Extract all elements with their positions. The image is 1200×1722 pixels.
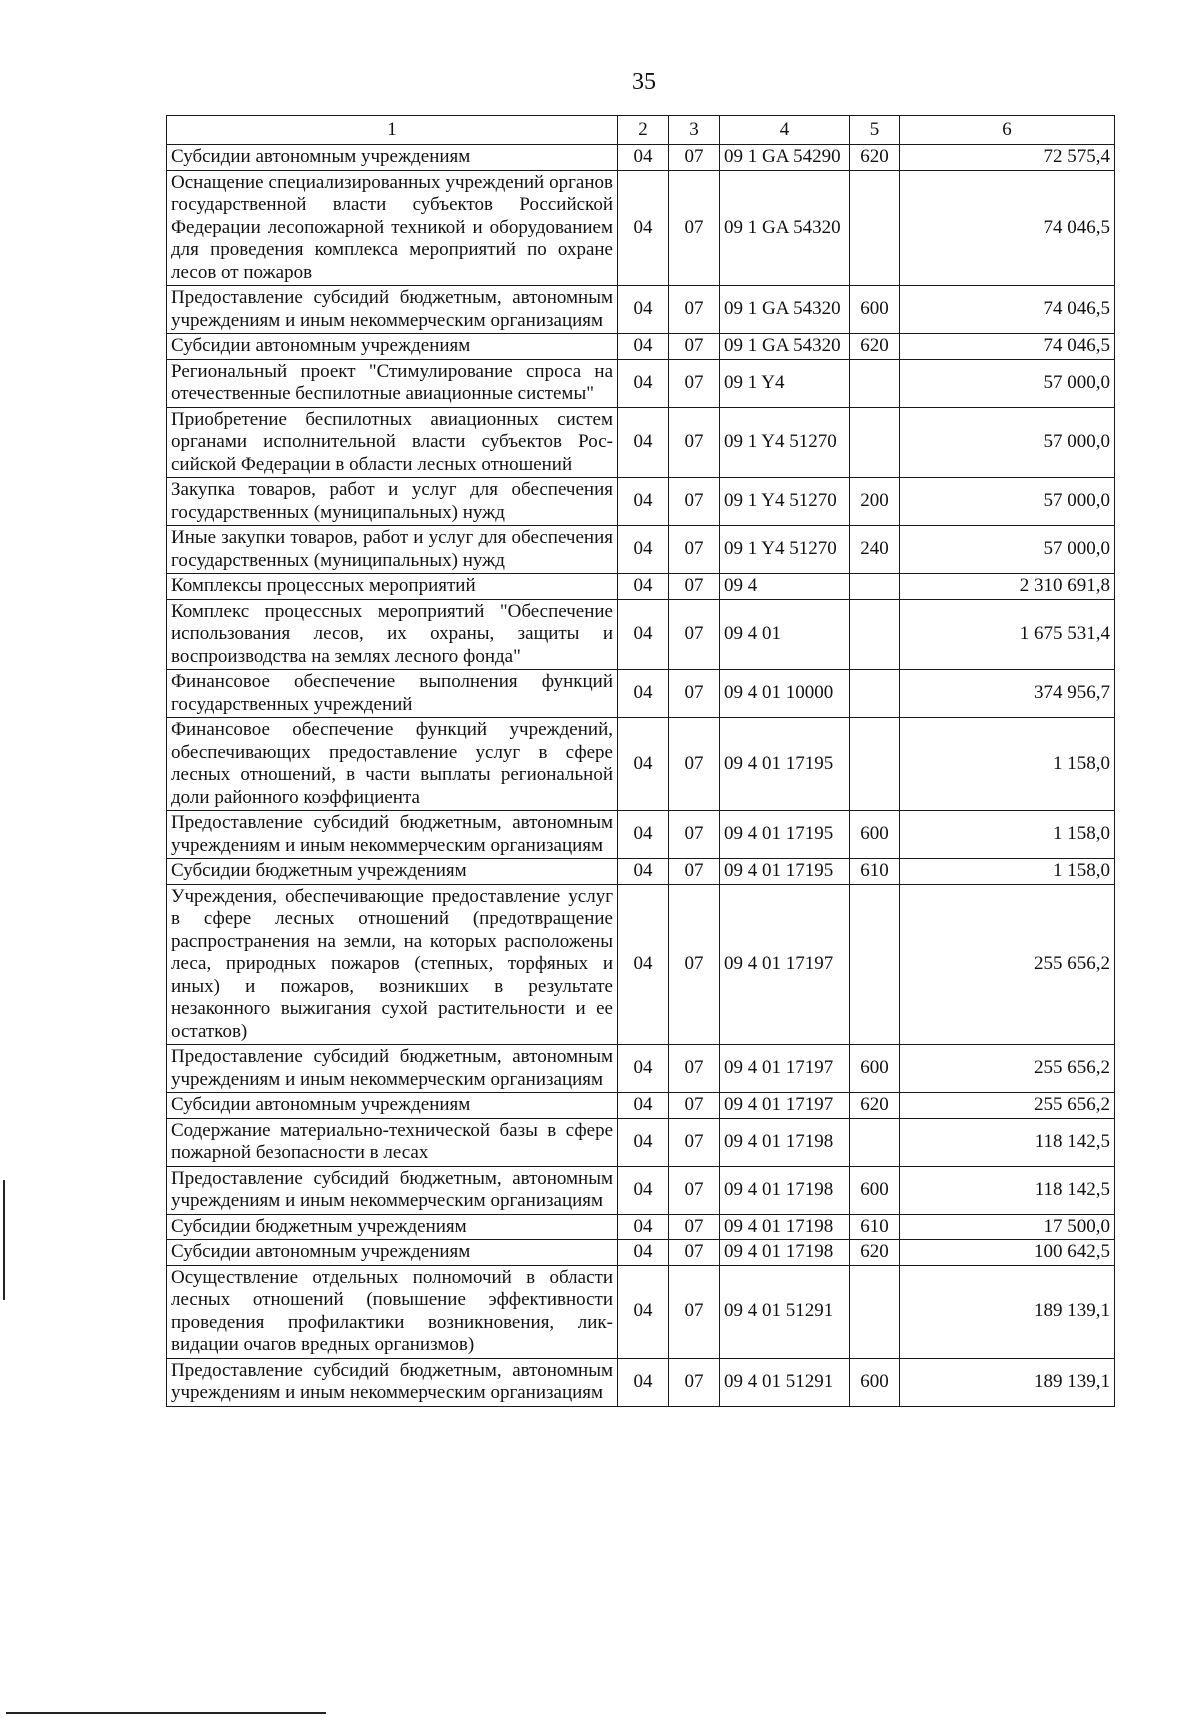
row-subsection: 07 (669, 670, 720, 718)
row-amount: 2 310 691,8 (900, 574, 1115, 600)
row-target-code: 09 4 01 17197 (720, 1045, 850, 1093)
table-row (167, 334, 1115, 360)
row-target-code: 09 4 01 17198 (720, 1166, 850, 1214)
row-name: Региональный проект "Стимулирование спроса на отечественные беспилотные авиационные системы" (167, 359, 618, 407)
row-target-code: 09 4 (720, 574, 850, 600)
table-row (167, 1240, 1115, 1266)
row-section: 04 (618, 1265, 669, 1358)
row-target-code: 09 1 GA 54290 (720, 145, 850, 171)
row-section: 04 (618, 286, 669, 334)
row-section: 04 (618, 670, 669, 718)
row-target-code: 09 1 Y4 51270 (720, 526, 850, 574)
table-row (167, 1265, 1115, 1358)
row-amount: 255 656,2 (900, 1045, 1115, 1093)
row-expense-type (850, 170, 900, 286)
row-amount: 1 158,0 (900, 811, 1115, 859)
row-expense-type: 620 (850, 334, 900, 360)
table-row (167, 286, 1115, 334)
row-target-code: 09 4 01 17198 (720, 1214, 850, 1240)
row-amount: 17 500,0 (900, 1214, 1115, 1240)
table-row (167, 811, 1115, 859)
row-section: 04 (618, 718, 669, 811)
row-name: Субсидии автономным учреждениям (167, 145, 618, 171)
row-name: Субсидии бюджетным учреждениям (167, 1214, 618, 1240)
table-row (167, 670, 1115, 718)
row-expense-type (850, 670, 900, 718)
row-subsection: 07 (669, 811, 720, 859)
table-row (167, 170, 1115, 286)
row-expense-type: 600 (850, 1358, 900, 1406)
row-expense-type: 620 (850, 145, 900, 171)
row-subsection: 07 (669, 1240, 720, 1266)
row-subsection: 07 (669, 1118, 720, 1166)
row-section: 04 (618, 1214, 669, 1240)
row-amount: 118 142,5 (900, 1118, 1115, 1166)
scan-edge-line (3, 1180, 5, 1300)
row-amount: 100 642,5 (900, 1240, 1115, 1266)
column-header: 3 (669, 116, 720, 145)
row-section: 04 (618, 359, 669, 407)
row-subsection: 07 (669, 1166, 720, 1214)
row-section: 04 (618, 170, 669, 286)
row-expense-type (850, 884, 900, 1045)
row-amount: 57 000,0 (900, 526, 1115, 574)
column-header: 4 (720, 116, 850, 145)
row-name: Приобретение беспилотных авиационных систем органами исполнительной власти субъектов Российской Федерации в области лесных отношений (167, 407, 618, 478)
row-section: 04 (618, 1166, 669, 1214)
column-header: 6 (900, 116, 1115, 145)
row-expense-type (850, 574, 900, 600)
row-name: Субсидии автономным учреждениям (167, 1093, 618, 1119)
table-row (167, 359, 1115, 407)
column-header: 5 (850, 116, 900, 145)
row-subsection: 07 (669, 1045, 720, 1093)
row-target-code: 09 4 01 17197 (720, 1093, 850, 1119)
row-expense-type: 600 (850, 1166, 900, 1214)
row-section: 04 (618, 574, 669, 600)
row-target-code: 09 4 01 (720, 599, 850, 670)
row-expense-type: 240 (850, 526, 900, 574)
row-section: 04 (618, 811, 669, 859)
table-row (167, 1045, 1115, 1093)
table-row (167, 526, 1115, 574)
row-expense-type: 620 (850, 1240, 900, 1266)
table-row (167, 1093, 1115, 1119)
table-row (167, 407, 1115, 478)
row-amount: 57 000,0 (900, 478, 1115, 526)
row-expense-type: 610 (850, 1214, 900, 1240)
row-section: 04 (618, 1093, 669, 1119)
row-expense-type (850, 1118, 900, 1166)
column-header: 2 (618, 116, 669, 145)
table-header-row (167, 116, 1115, 145)
row-name: Субсидии автономным учреждениям (167, 334, 618, 360)
row-amount: 1 158,0 (900, 718, 1115, 811)
budget-table (166, 115, 1115, 1407)
row-amount: 74 046,5 (900, 170, 1115, 286)
row-amount: 72 575,4 (900, 145, 1115, 171)
row-section: 04 (618, 1240, 669, 1266)
row-target-code: 09 1 GA 54320 (720, 170, 850, 286)
page-number: 35 (632, 69, 656, 95)
row-expense-type: 610 (850, 859, 900, 885)
row-subsection: 07 (669, 1093, 720, 1119)
row-expense-type: 200 (850, 478, 900, 526)
row-expense-type: 600 (850, 1045, 900, 1093)
row-expense-type: 600 (850, 286, 900, 334)
row-name: Субсидии автономным учреждениям (167, 1240, 618, 1266)
row-expense-type (850, 359, 900, 407)
table-row (167, 1358, 1115, 1406)
row-subsection: 07 (669, 526, 720, 574)
table-row (167, 1118, 1115, 1166)
row-section: 04 (618, 1118, 669, 1166)
row-amount: 1 675 531,4 (900, 599, 1115, 670)
table-row (167, 599, 1115, 670)
row-amount: 118 142,5 (900, 1166, 1115, 1214)
table-row (167, 1166, 1115, 1214)
row-target-code: 09 1 GA 54320 (720, 286, 850, 334)
row-expense-type (850, 718, 900, 811)
row-subsection: 07 (669, 718, 720, 811)
row-amount: 1 158,0 (900, 859, 1115, 885)
row-target-code: 09 4 01 17198 (720, 1118, 850, 1166)
table-row (167, 574, 1115, 600)
row-section: 04 (618, 334, 669, 360)
row-target-code: 09 4 01 10000 (720, 670, 850, 718)
row-name: Учреждения, обеспечивающие предоставление услуг в сфере лесных отношений (предотвращение распространения на земли, на которых расположены леса, природных пожаров (степных, торфяных и иных) и пожаров, возникших в результате незаконного выжигания сухой растительности и ее остатков) (167, 884, 618, 1045)
row-target-code: 09 4 01 17198 (720, 1240, 850, 1266)
scan-edge-line (6, 1712, 326, 1714)
row-section: 04 (618, 478, 669, 526)
row-name: Предоставление субсидий бюджетным, автономным учреждениям и иным некоммерческим организациям (167, 286, 618, 334)
row-subsection: 07 (669, 407, 720, 478)
row-target-code: 09 1 Y4 51270 (720, 407, 850, 478)
row-name: Предоставление субсидий бюджетным, автономным учреждениям и иным некоммерческим организациям (167, 1045, 618, 1093)
row-amount: 74 046,5 (900, 334, 1115, 360)
row-name: Оснащение специализированных учреждений органов государственной власти субъектов Российской Федерации лесопожарной техникой и оборудованием для проведения комплекса мероприятий по охране лесов от пожаров (167, 170, 618, 286)
row-target-code: 09 4 01 17195 (720, 811, 850, 859)
row-expense-type (850, 599, 900, 670)
row-subsection: 07 (669, 334, 720, 360)
row-amount: 189 139,1 (900, 1265, 1115, 1358)
row-subsection: 07 (669, 170, 720, 286)
row-target-code: 09 1 Y4 51270 (720, 478, 850, 526)
row-amount: 57 000,0 (900, 359, 1115, 407)
row-subsection: 07 (669, 359, 720, 407)
row-amount: 189 139,1 (900, 1358, 1115, 1406)
row-subsection: 07 (669, 1358, 720, 1406)
row-target-code: 09 1 GA 54320 (720, 334, 850, 360)
row-expense-type: 600 (850, 811, 900, 859)
row-target-code: 09 1 Y4 (720, 359, 850, 407)
row-target-code: 09 4 01 51291 (720, 1265, 850, 1358)
row-target-code: 09 4 01 17197 (720, 884, 850, 1045)
row-subsection: 07 (669, 574, 720, 600)
row-amount: 57 000,0 (900, 407, 1115, 478)
table-row (167, 859, 1115, 885)
row-subsection: 07 (669, 1265, 720, 1358)
row-expense-type: 620 (850, 1093, 900, 1119)
row-section: 04 (618, 407, 669, 478)
row-subsection: 07 (669, 859, 720, 885)
row-section: 04 (618, 859, 669, 885)
row-name: Иные закупки товаров, работ и услуг для обеспечения государственных (муниципальных) нужд (167, 526, 618, 574)
row-target-code: 09 4 01 51291 (720, 1358, 850, 1406)
row-name: Предоставление субсидий бюджетным, автономным учреждениям и иным некоммерческим организациям (167, 811, 618, 859)
row-amount: 74 046,5 (900, 286, 1115, 334)
table-row (167, 884, 1115, 1045)
row-name: Финансовое обеспечение выполнения функций государственных учреждений (167, 670, 618, 718)
row-name: Комплексы процессных мероприятий (167, 574, 618, 600)
row-name: Предоставление субсидий бюджетным, автономным учреждениям и иным некоммерческим организациям (167, 1358, 618, 1406)
table-body (167, 145, 1115, 1407)
column-header: 1 (167, 116, 618, 145)
row-expense-type (850, 1265, 900, 1358)
row-subsection: 07 (669, 884, 720, 1045)
row-section: 04 (618, 1045, 669, 1093)
row-subsection: 07 (669, 1214, 720, 1240)
row-target-code: 09 4 01 17195 (720, 718, 850, 811)
row-amount: 255 656,2 (900, 884, 1115, 1045)
row-target-code: 09 4 01 17195 (720, 859, 850, 885)
row-amount: 374 956,7 (900, 670, 1115, 718)
row-amount: 255 656,2 (900, 1093, 1115, 1119)
row-name: Осуществление отдельных полномочий в области лесных отношений (повышение эффективности проведения профилактики возникновения, ликвидации очагов вредных организмов) (167, 1265, 618, 1358)
table-row (167, 478, 1115, 526)
row-name: Финансовое обеспечение функций учреждений, обеспечивающих предоставление услуг в сфере лесных отношений, в части выплаты региональной доли районного коэффициента (167, 718, 618, 811)
row-name: Закупка товаров, работ и услуг для обеспечения государственных (муниципальных) нужд (167, 478, 618, 526)
row-section: 04 (618, 145, 669, 171)
row-subsection: 07 (669, 286, 720, 334)
row-name: Субсидии бюджетным учреждениям (167, 859, 618, 885)
row-subsection: 07 (669, 599, 720, 670)
row-name: Предоставление субсидий бюджетным, автономным учреждениям и иным некоммерческим организациям (167, 1166, 618, 1214)
row-name: Содержание материально-технической базы в сфере пожарной безопасности в лесах (167, 1118, 618, 1166)
row-section: 04 (618, 599, 669, 670)
row-expense-type (850, 407, 900, 478)
table-row (167, 718, 1115, 811)
row-section: 04 (618, 1358, 669, 1406)
row-section: 04 (618, 526, 669, 574)
table-row (167, 145, 1115, 171)
row-subsection: 07 (669, 145, 720, 171)
row-name: Комплекс процессных мероприятий "Обеспечение использования лесов, их охраны, защиты и воспроизводства на землях лесного фонда" (167, 599, 618, 670)
row-section: 04 (618, 884, 669, 1045)
table-row (167, 1214, 1115, 1240)
row-subsection: 07 (669, 478, 720, 526)
